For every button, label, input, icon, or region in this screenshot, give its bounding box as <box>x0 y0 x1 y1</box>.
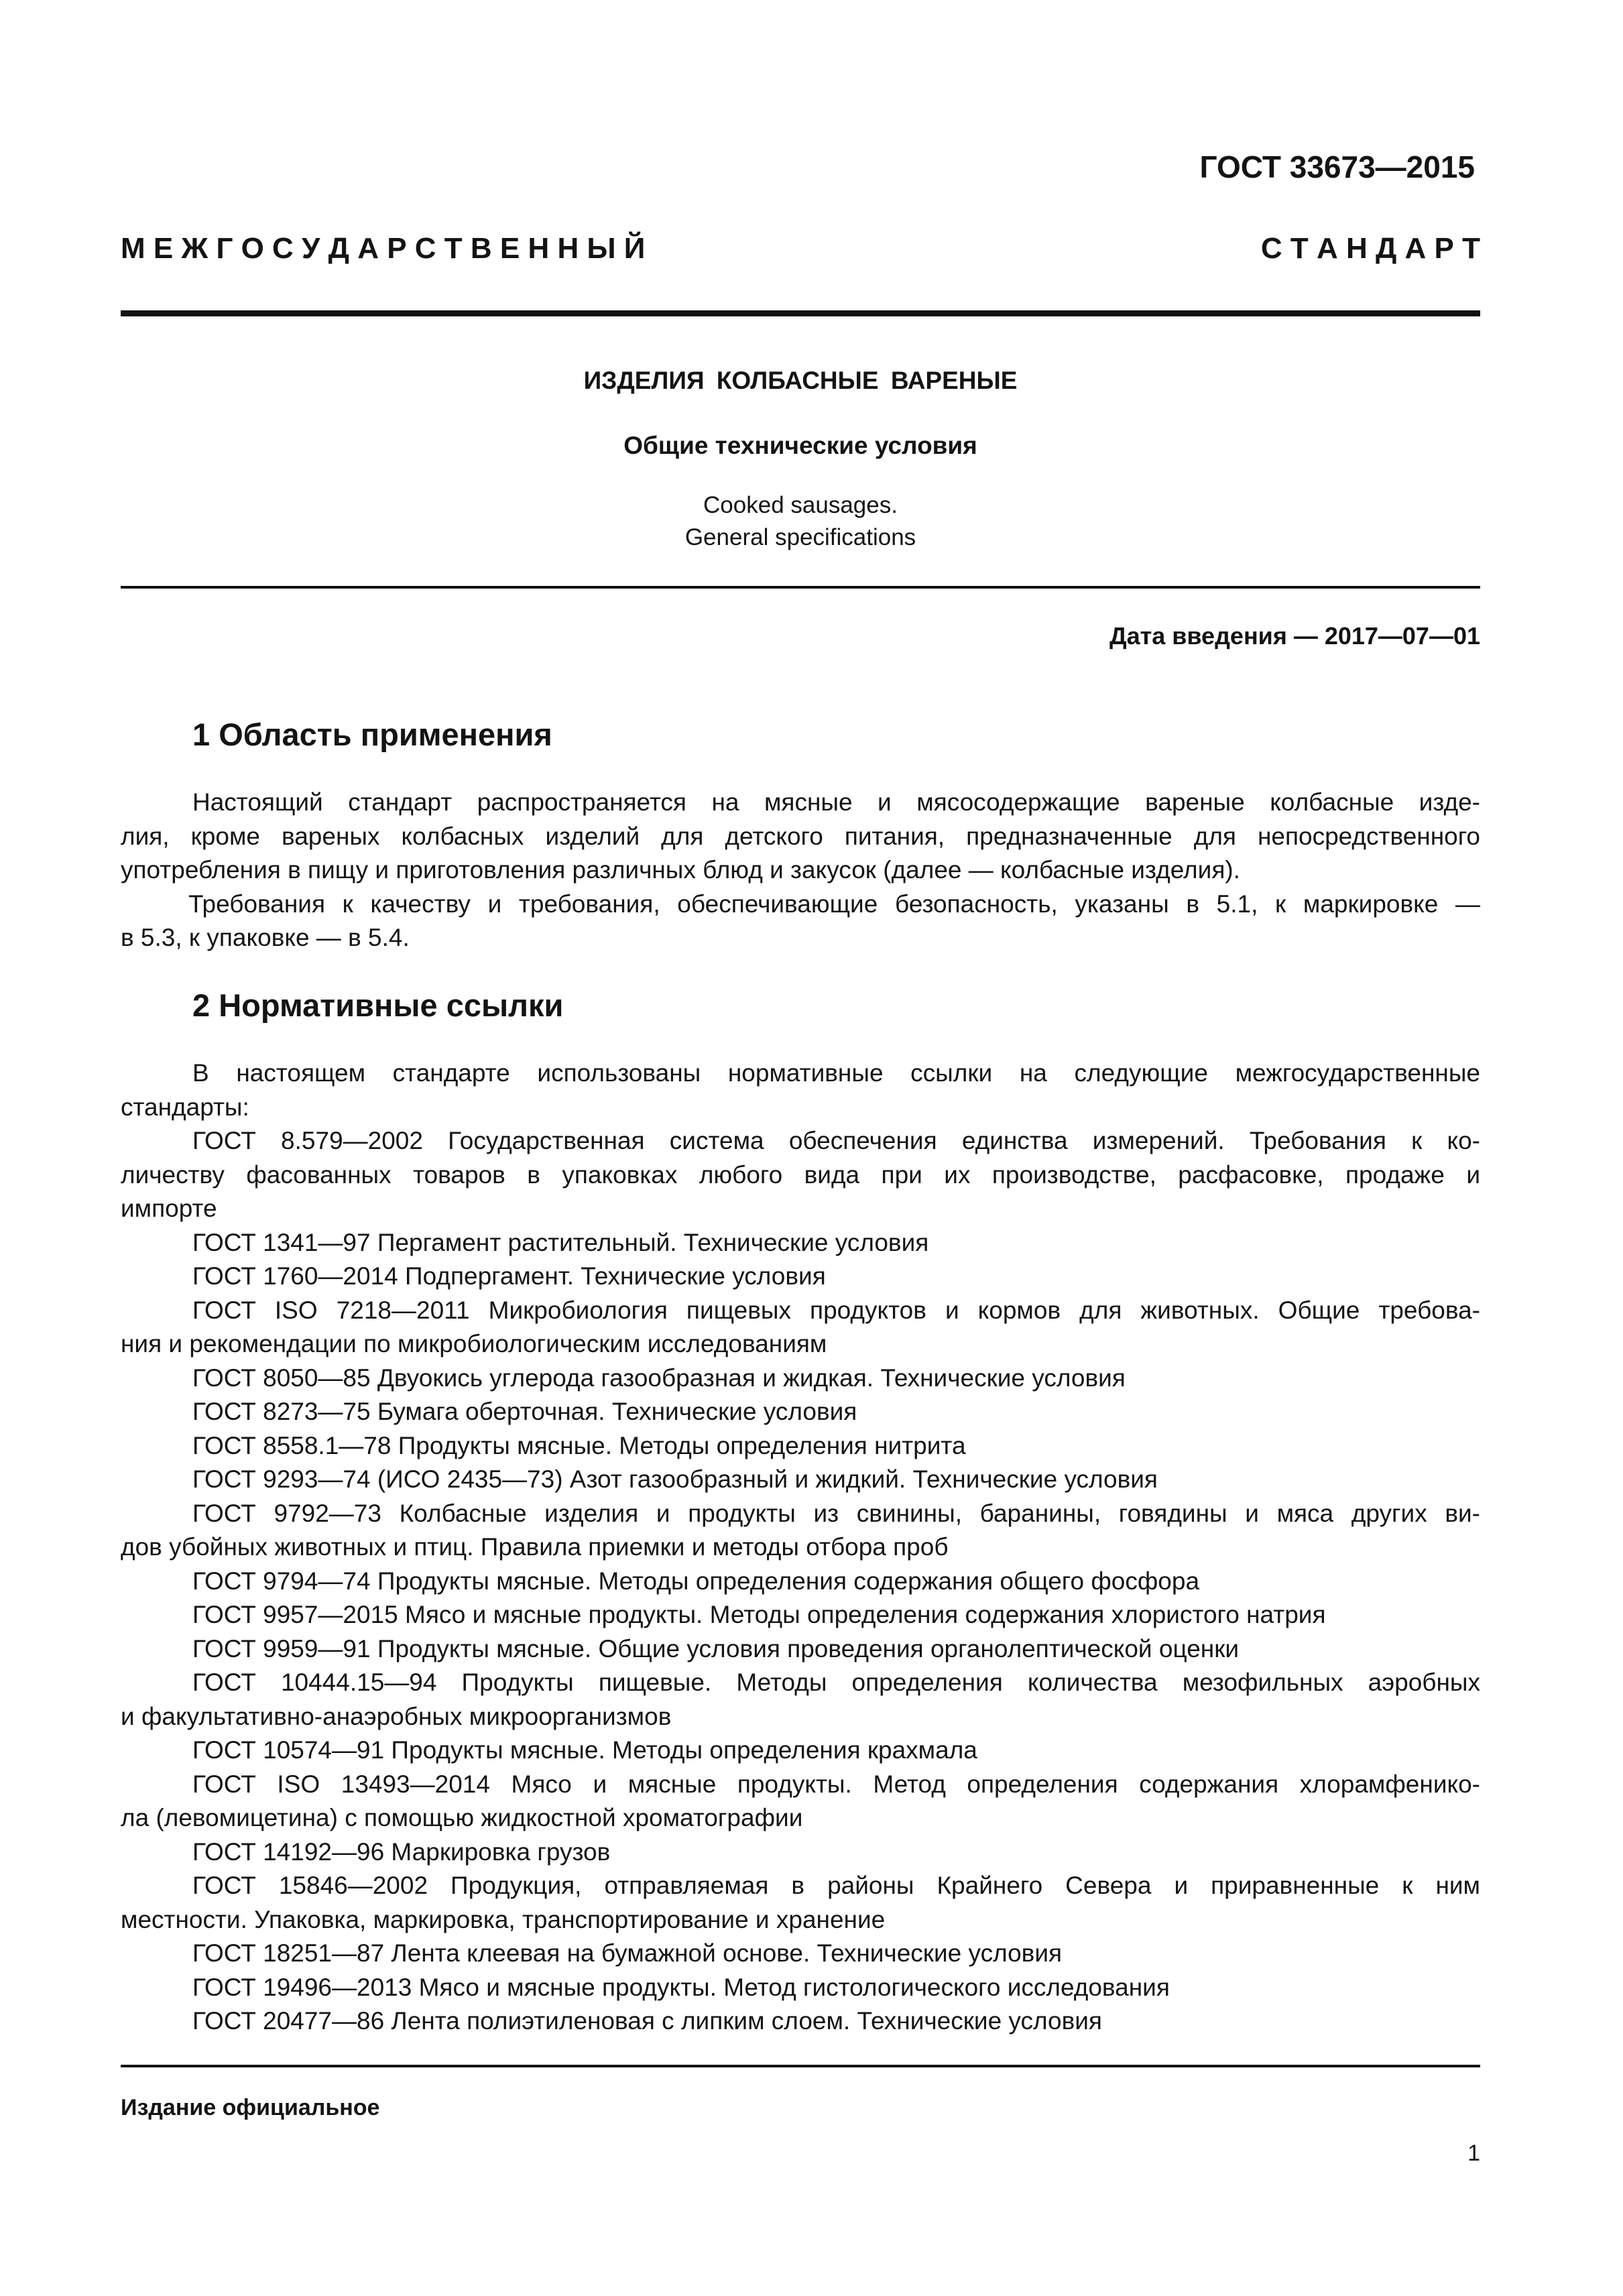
header-rule <box>121 310 1480 316</box>
text-line: Требования к качеству и требования, обеспечивающие безопасность, указаны в 5.1, к маркировке — <box>188 890 1480 918</box>
section-2-heading: 2 Нормативные ссылки <box>192 987 564 1023</box>
reference-line: ГОСТ 9293—74 (ИСО 2435—73) Азот газообразный и жидкий. Технические условия <box>192 1465 1158 1493</box>
introduction-date: Дата введения — 2017—07—01 <box>1109 622 1480 650</box>
reference-line: ГОСТ 8.579—2002 Государственная система обеспечения единства измерений. Требования к ко- <box>192 1127 1480 1154</box>
reference-line: местности. Упаковка, маркировка, транспортирование и хранение <box>121 1905 886 1933</box>
reference-line: ГОСТ 9957—2015 Мясо и мясные продукты. Методы определения содержания хлористого натрия <box>192 1601 1326 1628</box>
reference-line: ГОСТ ISO 7218—2011 Микробиология пищевых продуктов и кормов для животных. Общие требова- <box>192 1296 1480 1324</box>
official-edition-label: Издание официальное <box>121 2095 380 2120</box>
reference-line: ГОСТ 10574—91 Продукты мясные. Методы определения крахмала <box>192 1736 977 1764</box>
reference-line: ГОСТ 19496—2013 Мясо и мясные продукты. Метод гистологического исследования <box>192 1973 1170 2001</box>
title-rule <box>121 586 1480 589</box>
reference-line: ГОСТ 20477—86 Лента полиэтиленовая с липким слоем. Технические условия <box>192 2007 1102 2035</box>
reference-line: ГОСТ 9959—91 Продукты мясные. Общие условия проведения органолептической оценки <box>192 1634 1240 1663</box>
text-line: лия, кроме вареных колбасных изделий для детского питания, предназначенные для непосредственного <box>121 822 1480 850</box>
reference-line: личеству фасованных товаров в упаковках любого вида при их производстве, расфасовке, продаже и <box>121 1160 1480 1189</box>
reference-line: ГОСТ 1341—97 Пергамент растительный. Технические условия <box>192 1228 929 1256</box>
standard-type-word-1: М Е Ж Г О С У Д А Р С Т В Е Н Н Ы Й <box>121 232 646 265</box>
reference-line: ГОСТ 10444.15—94 Продукты пищевые. Методы определения количества мезофильных аэробных <box>192 1669 1480 1696</box>
text-line: в 5.3, к упаковке — в 5.4. <box>121 924 410 951</box>
reference-line: ния и рекомендации по микробиологическим исследованиям <box>121 1330 827 1357</box>
text-line: Настоящий стандарт распространяется на мясные и мясосодержащие вареные колбасные изде- <box>192 788 1480 816</box>
page-number: 1 <box>1467 2140 1480 2166</box>
english-title-line-2: General specifications <box>684 524 916 550</box>
text-line: употребления в пищу и приготовления различных блюд и закусок (далее — колбасные изделия). <box>121 856 1240 884</box>
document-title: ИЗДЕЛИЯ КОЛБАСНЫЕ ВАРЕНЫЕ <box>583 367 1018 394</box>
reference-line: ла (левомицетина) с помощью жидкостной хроматографии <box>121 1804 803 1831</box>
section-1-body <box>121 786 1480 955</box>
document-subtitle: Общие технические условия <box>623 432 977 459</box>
reference-line: ГОСТ 8273—75 Бумага оберточная. Технические условия <box>192 1398 857 1425</box>
reference-line: ГОСТ 9792—73 Колбасные изделия и продукты из свинины, баранины, говядины и мяса других ви- <box>192 1499 1480 1527</box>
reference-line: дов убойных животных и птиц. Правила приемки и методы отбора проб <box>121 1533 949 1561</box>
reference-line: ГОСТ 9794—74 Продукты мясные. Методы определения содержания общего фосфора <box>192 1567 1200 1595</box>
standard-type-word-2: С Т А Н Д А Р Т <box>1260 232 1480 265</box>
section-2-body <box>121 1056 1480 2039</box>
standard-type-heading <box>121 232 1480 265</box>
reference-line: ГОСТ 1760—2014 Подпергамент. Технические условия <box>192 1262 826 1290</box>
reference-line: ГОСТ 14192—96 Маркировка грузов <box>192 1837 611 1866</box>
reference-line: ГОСТ 15846—2002 Продукция, отправляемая в районы Крайнего Севера и приравненные к ним <box>192 1872 1480 1899</box>
section-1-heading: 1 Область применения <box>192 717 552 752</box>
reference-line: ГОСТ 8050—85 Двуокись углерода газообразная и жидкая. Технические условия <box>192 1364 1126 1392</box>
reference-line: и факультативно-анаэробных микроорганизмов <box>121 1702 672 1730</box>
document-number: ГОСТ 33673—2015 <box>1199 149 1475 184</box>
text-line: В настоящем стандарте использованы нормативные ссылки на следующие межгосударственные <box>192 1059 1480 1087</box>
text-line: стандарты: <box>121 1093 249 1121</box>
reference-line: импорте <box>121 1195 217 1222</box>
reference-line: ГОСТ 18251—87 Лента клеевая на бумажной основе. Технические условия <box>192 1939 1063 1967</box>
english-title-line-1: Cooked sausages. <box>703 492 898 518</box>
footer-rule <box>121 2065 1480 2067</box>
english-title <box>121 489 1480 554</box>
reference-line: ГОСТ 8558.1—78 Продукты мясные. Методы определения нитрита <box>192 1431 966 1459</box>
reference-line: ГОСТ ISO 13493—2014 Мясо и мясные продукты. Метод определения содержания хлорамфенико- <box>192 1770 1480 1798</box>
